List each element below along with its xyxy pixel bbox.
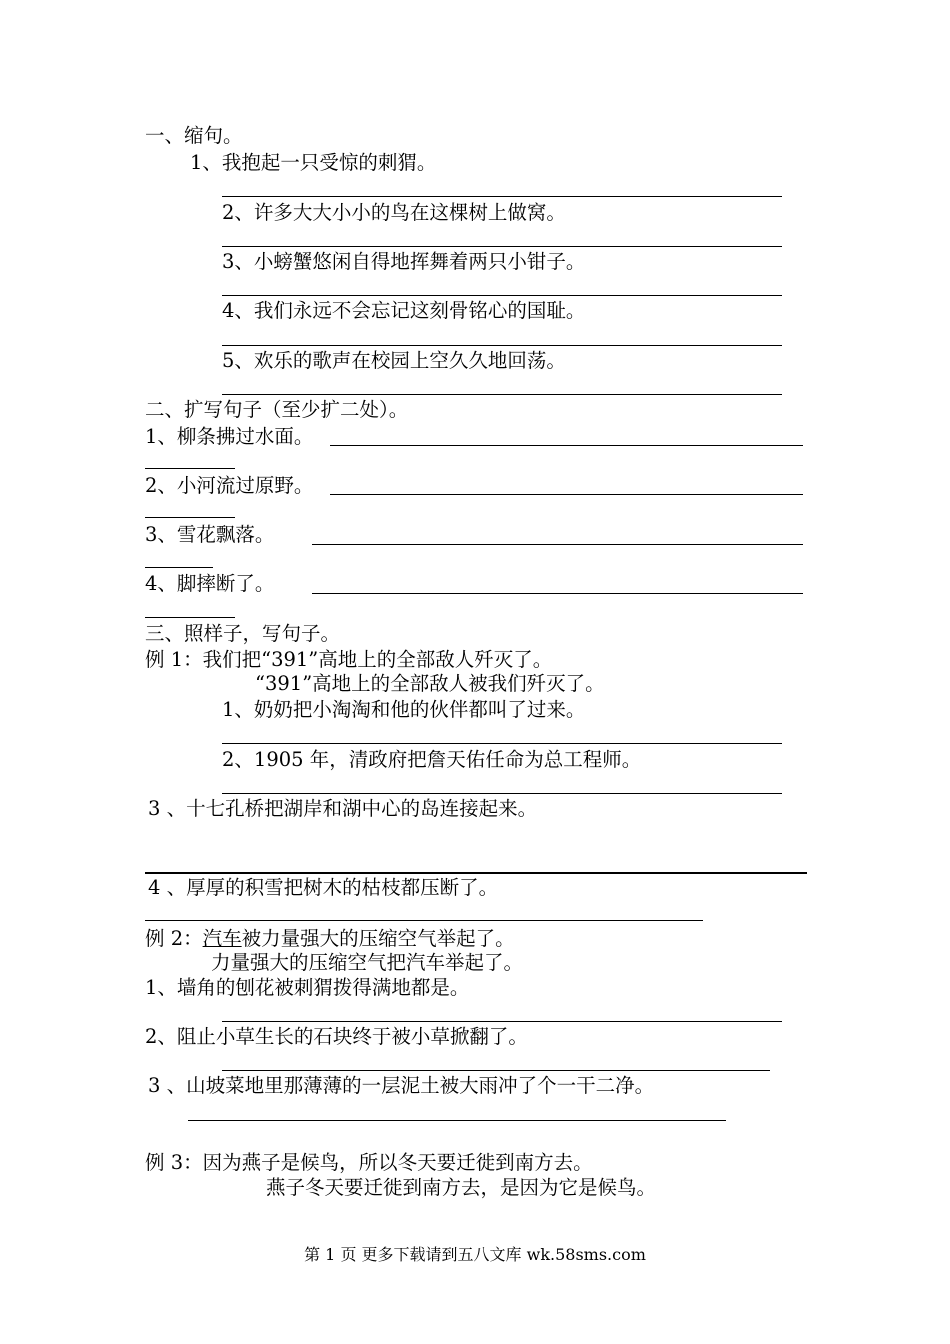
example1-line2: “391”高地上的全部敌人被我们歼灭了。 [255,672,605,695]
section3-heading: 三、照样子，写句子。 [145,622,341,645]
answer-line[interactable] [330,445,803,446]
section2-item-2: 2、小河流过原野。 [145,474,314,497]
example3-line1: 例 3：因为燕子是候鸟，所以冬天要迁徙到南方去。 [145,1151,593,1174]
answer-line[interactable] [145,617,235,618]
answer-line[interactable] [312,593,803,594]
example2-item-2: 2、阻止小草生长的石块终于被小草掀翻了。 [145,1025,528,1048]
section1-item-2: 2、许多大大小小的鸟在这棵树上做窝。 [222,201,566,224]
example2-line2: 力量强大的压缩空气把汽车举起了。 [211,951,524,974]
answer-line[interactable] [222,295,782,296]
page-footer: 第 1 页 更多下载请到五八文库 wk.58sms.com [304,1245,646,1264]
answer-line[interactable] [145,872,807,874]
section1-heading: 一、缩句。 [145,124,243,147]
answer-line[interactable] [188,1120,726,1121]
section1-item-1: 1、我抱起一只受惊的刺猬。 [190,151,437,174]
answer-line[interactable] [222,1070,770,1071]
example2-underlined-word: 汽车 [202,927,242,950]
section2-item-3: 3、雪花飘落。 [145,523,275,546]
example2-rest: 被力量强大的压缩空气举起了。 [241,927,515,950]
answer-line[interactable] [145,567,213,568]
answer-line[interactable] [145,517,235,518]
answer-line[interactable] [222,345,782,346]
answer-line[interactable] [330,494,803,495]
answer-line[interactable] [222,743,782,744]
example2-line1 [145,927,515,951]
answer-line[interactable] [222,196,782,197]
example1-item-1: 1、奶奶把小淘淘和他的伙伴都叫了过来。 [222,698,586,721]
answer-line[interactable] [145,468,235,469]
example2-item-3: 3 、山坡菜地里那薄薄的一层泥土被大雨冲了个一干二净。 [148,1074,655,1097]
answer-line[interactable] [222,1021,782,1022]
example1-item-4: 4 、厚厚的积雪把树木的枯枝都压断了。 [148,876,499,899]
section1-item-3: 3、小螃蟹悠闲自得地挥舞着两只小钳子。 [222,250,586,273]
answer-line[interactable] [222,394,782,395]
answer-line[interactable] [312,544,803,545]
section2-item-1: 1、柳条拂过水面。 [145,425,314,448]
example1-line1: 例 1：我们把“391”高地上的全部敌人歼灭了。 [145,648,553,671]
example3-line2: 燕子冬天要迁徙到南方去，是因为它是候鸟。 [266,1176,657,1199]
section1-item-4: 4、我们永远不会忘记这刻骨铭心的国耻。 [222,299,586,322]
answer-line[interactable] [222,793,782,794]
answer-line[interactable] [222,246,782,247]
section1-item-5: 5、欢乐的歌声在校园上空久久地回荡。 [222,349,566,372]
section2-item-4: 4、脚摔断了。 [145,572,275,595]
section2-heading: 二、扩写句子（至少扩二处）。 [145,398,409,421]
example2-prefix: 例 2： [145,927,203,950]
example1-item-3: 3 、十七孔桥把湖岸和湖中心的岛连接起来。 [148,797,538,820]
answer-line[interactable] [145,920,703,921]
example2-item-1: 1、墙角的刨花被刺猬拨得满地都是。 [145,976,470,999]
example1-item-2: 2、1905 年，清政府把詹天佑任命为总工程师。 [222,748,642,771]
